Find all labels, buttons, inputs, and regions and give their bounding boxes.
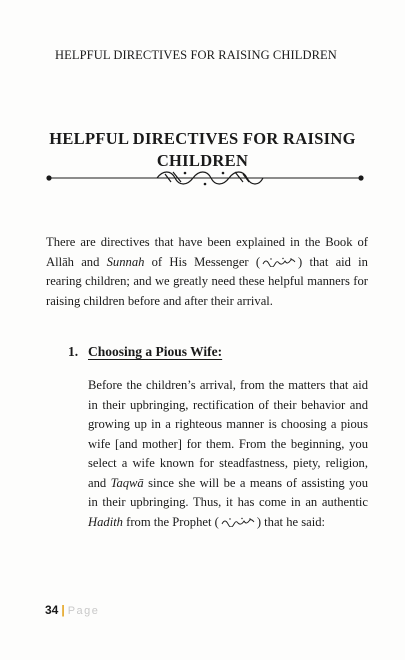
taqwa-term: Taqwā (110, 475, 144, 490)
running-head: HELPFUL DIRECTIVES FOR RAISING CHILDREN (55, 48, 337, 62)
page-footer (45, 603, 99, 617)
page-label: Page (67, 605, 100, 617)
ornamental-divider-icon (45, 168, 365, 188)
salawat-calligraphy-icon (220, 516, 256, 527)
section-heading-text: Choosing a Pious Wife: (88, 344, 223, 359)
hadith-term: Hadith (88, 514, 123, 529)
chapter-title-line-1: HELPFUL DIRECTIVES FOR RAISING (49, 129, 356, 148)
sunnah-term: Sunnah (106, 254, 145, 269)
footer-separator: | (61, 603, 65, 617)
section-body-paragraph: Before the children’s arrival, from the matters that aid in their upbringing, rectification of their behavior and growing up in a righteous manner is choosing a pious wife [and mother] for them. From the beginning, you select a wife known for steadfastness, piety, religion, and Taqwā since she will be a means of assisting you in their upbringing. Thus, it has come in an authentic Hadith from the Prophet ( ) that he said: (88, 378, 368, 529)
section-number: 1. (68, 344, 79, 359)
chapter-title-line-2: CHILDREN (156, 151, 249, 170)
salawat-calligraphy-icon (261, 256, 297, 267)
section-heading (68, 344, 222, 360)
page-number: 34 (45, 603, 59, 617)
chapter-title (40, 128, 365, 172)
intro-paragraph: There are directives that have been explained in the Book of Allāh and Sunnah of His Messenger ( ) that aid in rearing children; and we greatly need these helpful manners for raising children before and after their arrival. (46, 235, 368, 308)
